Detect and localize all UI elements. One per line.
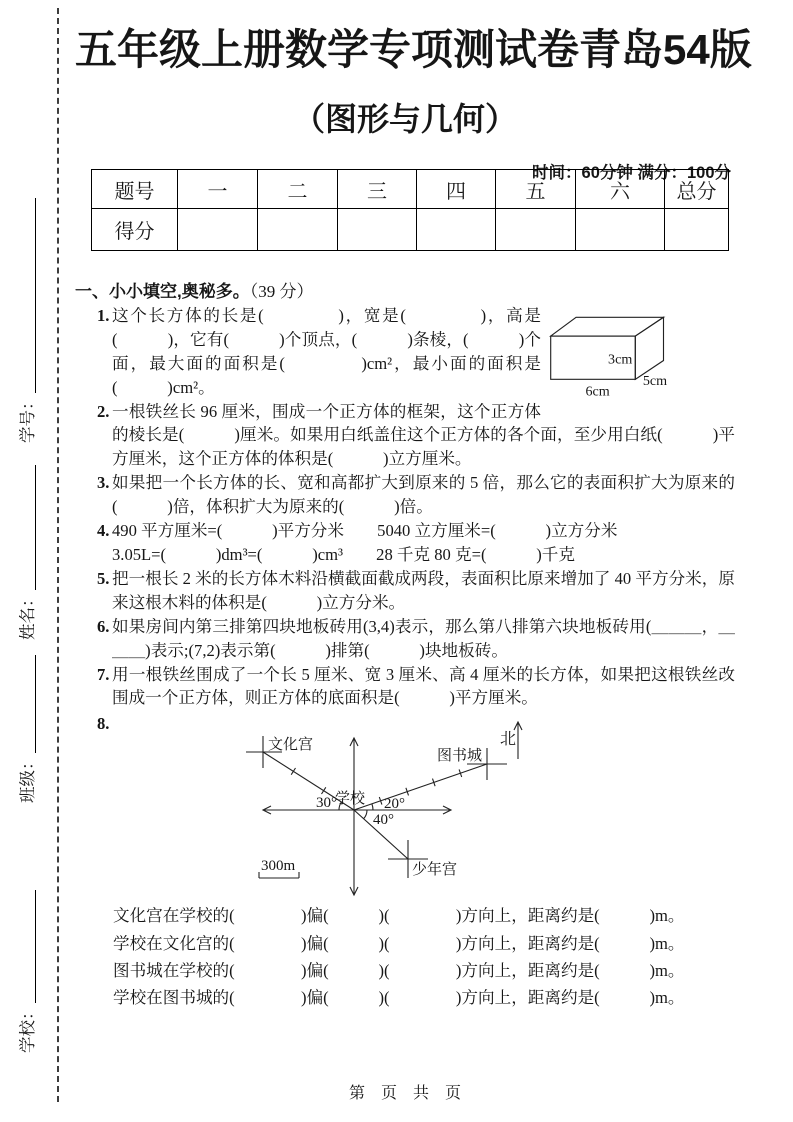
question-8 — [75, 712, 735, 902]
arc-40-deg — [364, 810, 367, 819]
angle-south-label: 40° — [373, 812, 394, 829]
score-table-col-2: 二 — [258, 170, 338, 209]
cuboid-height-label: 3cm — [608, 351, 633, 368]
score-table-col-total: 总分 — [665, 170, 729, 209]
section-heading-score: （39 分） — [249, 282, 314, 301]
question-7 — [75, 663, 735, 711]
score-table-col-3: 三 — [338, 170, 417, 209]
question-1-number: 1. — [97, 305, 110, 325]
direction-map-figure — [180, 712, 600, 902]
school-label: 学校： — [18, 1003, 37, 1053]
question-2-number: 2. — [97, 401, 110, 421]
question-4-number: 4. — [97, 521, 110, 541]
time-and-score-info: 时间：60分钟 满分：100分 — [532, 164, 731, 182]
question-5-text: 把一根长 2 米的长方体木料沿横截面截成两段，表面积比原来增加了 40 平方分米，原来这根木料的体积是( )立方分米。 — [112, 568, 735, 612]
cuboid-top-face — [551, 317, 664, 336]
direction-answer-line-3: 图书城在学校的( )偏( )( )方向上，距离约是( )m。 — [113, 960, 685, 980]
angle-east-label: 20° — [384, 796, 405, 813]
score-table-col-question-number: 题号 — [92, 170, 178, 209]
school-label: 学校 — [335, 791, 366, 808]
margin-field-student-id — [12, 198, 38, 443]
arc-20-deg — [372, 804, 373, 810]
ray-to-book-city — [354, 764, 487, 813]
question-3-text: 如果把一个长方体的长、宽和高都扩大到原来的 5 倍，那么它的表面积扩大为原来的( )倍，体积扩大为原来的( )倍。 — [112, 473, 735, 517]
score-table-score-row — [92, 209, 729, 251]
question-5-number: 5. — [97, 568, 110, 588]
section-heading-title: 一、小小填空,奥秘多。 — [75, 282, 250, 301]
question-2-text: 一根铁丝长 96 厘米，围成一个正方体的框架，这个正方体的棱长是( )厘米。如果用白纸盖住这个正方体的各个面，至少用白纸( )平方厘米，这个正方体的体积是( )立方厘米。 — [112, 401, 735, 469]
page-title: 五年级上册数学专项测试卷青岛54版 — [75, 26, 752, 73]
page-footer: 第 页 共 页 — [348, 1085, 461, 1102]
score-table-header-row — [92, 170, 729, 209]
question-7-number: 7. — [97, 664, 110, 684]
scale-label: 300m — [261, 858, 296, 875]
school-blank-line — [35, 890, 36, 1004]
question-6 — [75, 615, 735, 663]
angle-west-label: 30° — [316, 795, 337, 812]
score-cell-total — [665, 209, 729, 251]
cuboid-figure — [545, 306, 735, 400]
margin-field-class — [12, 655, 38, 803]
question-2 — [75, 400, 735, 472]
direction-answer-line-2: 学校在文化宫的( )偏( )( )方向上，距离约是( )m。 — [113, 933, 685, 953]
north-label: 北 — [500, 731, 517, 749]
margin-field-school — [12, 890, 38, 1053]
margin-field-name — [12, 465, 38, 640]
main-content — [75, 0, 752, 1122]
cuboid-length-label: 6cm — [585, 383, 610, 400]
section-heading — [75, 280, 735, 304]
margin-divider-dashed-line — [57, 8, 59, 1102]
student-id-label: 学号： — [18, 393, 37, 443]
question-1-text: 这个长方体的长是( )，宽是( )，高是( )，它有( )个顶点，( )条棱，( )个面，最大面的面积是( )cm²，最小面的面积是( )cm²。 — [112, 305, 541, 397]
student-id-blank-line — [35, 198, 36, 394]
direction-answer-line-1: 文化宫在学校的( )偏( )( )方向上，距离约是( )m。 — [113, 906, 685, 926]
youth-palace-label: 少年宫 — [412, 862, 458, 879]
score-table-col-5: 五 — [496, 170, 576, 209]
question-3 — [75, 471, 735, 519]
cuboid-right-face — [635, 317, 663, 379]
culture-palace-label: 文化宫 — [268, 737, 314, 754]
section-one-fill-in-blanks — [75, 280, 735, 1011]
score-table-col-4: 四 — [417, 170, 496, 209]
question-4 — [75, 519, 735, 567]
score-cell-3 — [338, 209, 417, 251]
question-7-text: 用一根铁丝围成了一个长 5 厘米、宽 3 厘米、高 4 厘米的长方体，如果把这根铁丝改围成一个正方体，则正方体的底面积是( )平方厘米。 — [112, 664, 735, 708]
cuboid-depth-label: 5cm — [642, 372, 668, 389]
class-blank-line — [35, 655, 36, 754]
question-5 — [75, 567, 735, 615]
score-cell-6 — [576, 209, 665, 251]
name-label: 姓名： — [18, 590, 37, 640]
name-blank-line — [35, 465, 36, 591]
question-4-line-2: 3.05L=( )dm³=( )cm³ 28 千克 80 克=( )千克 — [112, 544, 575, 564]
score-cell-5 — [496, 209, 576, 251]
question-4-line-1: 490 平方厘米=( )平方分米 5040 立方厘米=( )立方分米 — [112, 521, 618, 541]
question-6-number: 6. — [97, 616, 110, 636]
class-label: 班级： — [18, 753, 37, 803]
score-cell-1 — [178, 209, 258, 251]
question-6-text: 如果房间内第三排第四块地板砖用(3,4)表示，那么第八排第六块地板砖用(＿＿＿，＿＿＿)表示;(7,2)表示第( )排第( )块地板砖。 — [112, 616, 735, 660]
score-table-col-6: 六 — [576, 170, 665, 209]
score-table-col-1: 一 — [178, 170, 258, 209]
score-cell-2 — [258, 209, 338, 251]
page-subtitle: （图形与几何） — [292, 101, 517, 137]
book-city-label: 图书城 — [437, 748, 483, 765]
question-1 — [75, 304, 735, 400]
question-8-number: 8. — [97, 714, 110, 734]
question-3-number: 3. — [97, 473, 110, 493]
score-table — [91, 169, 729, 251]
score-row-label: 得分 — [92, 209, 178, 251]
direction-answer-line-4: 学校在图书城的( )偏( )( )方向上，距离约是( )m。 — [113, 987, 685, 1007]
score-cell-4 — [417, 209, 496, 251]
